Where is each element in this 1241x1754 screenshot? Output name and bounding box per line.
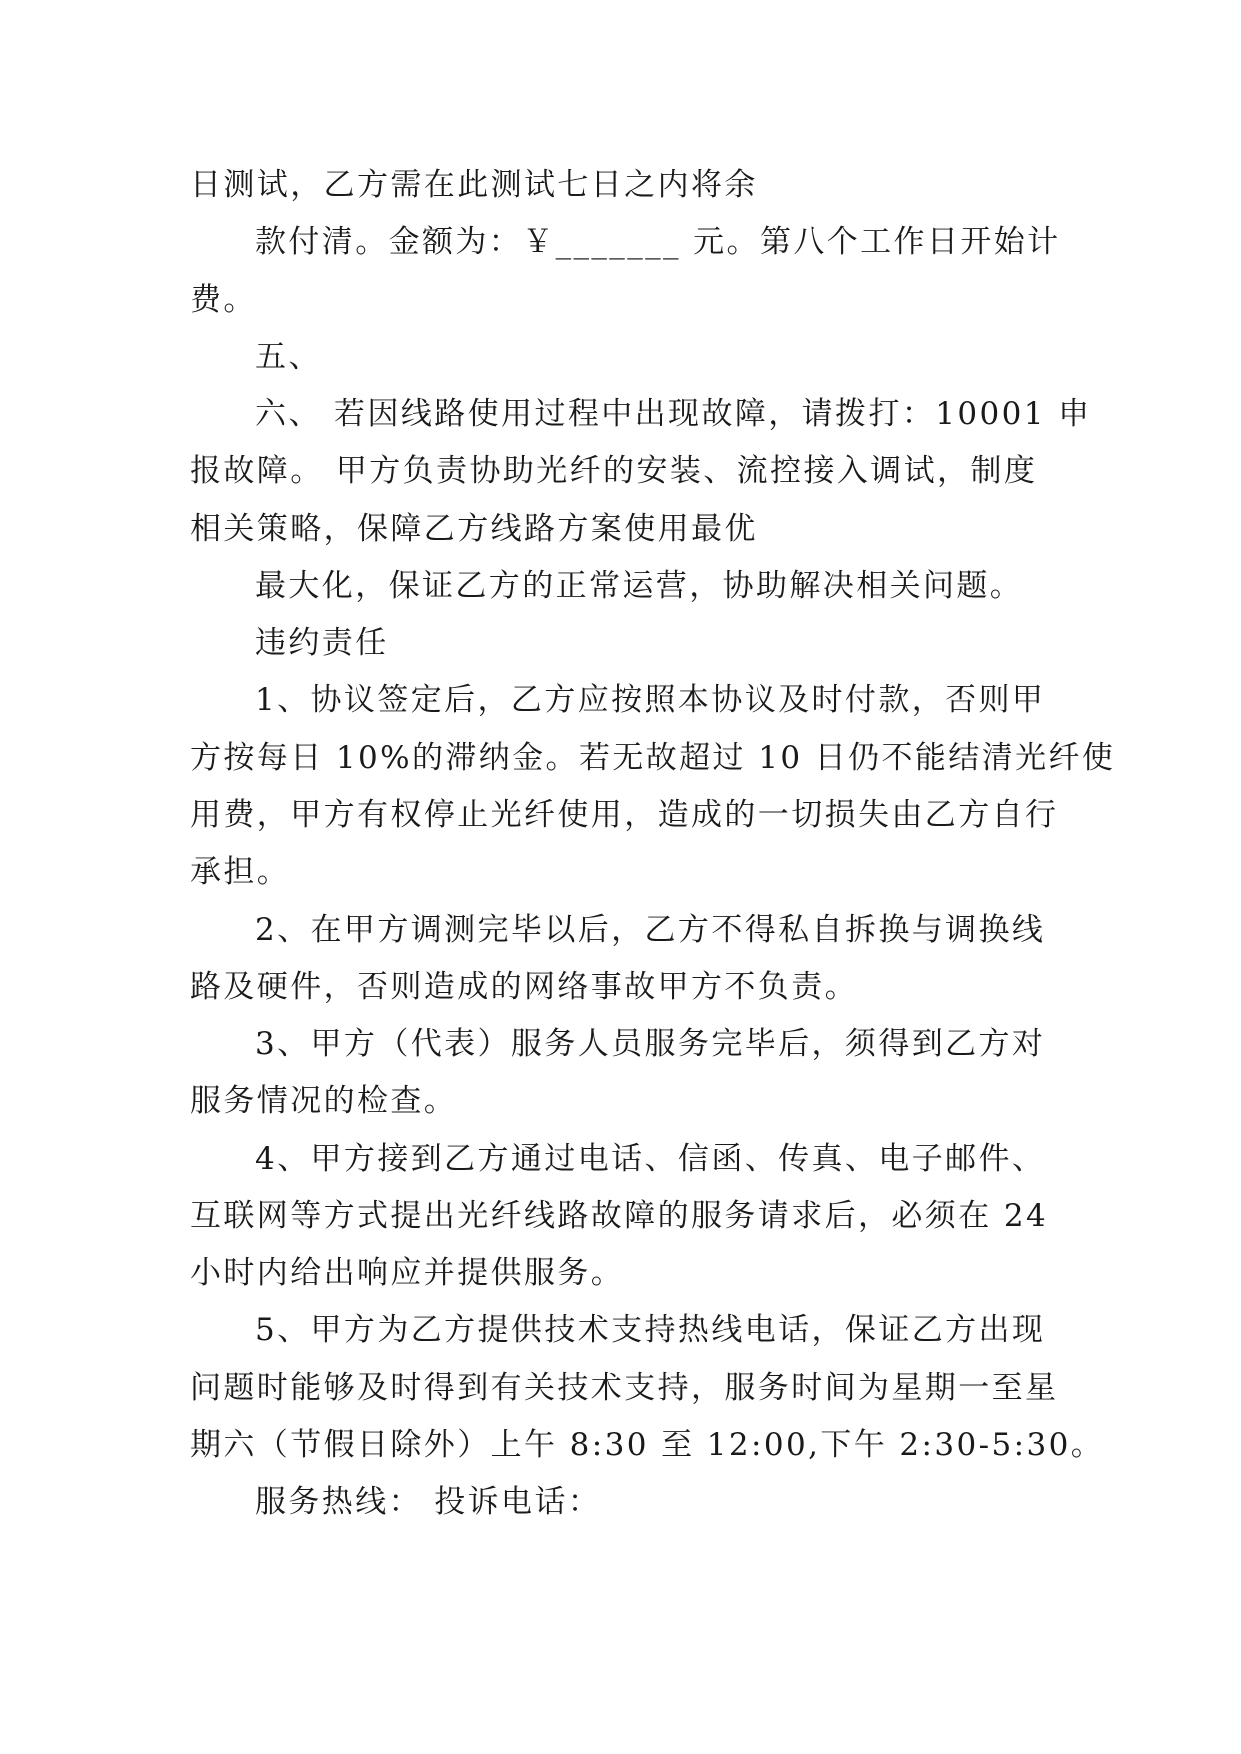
- text-line: 用费，甲方有权停止光纤使用，造成的一切损失由乙方自行: [190, 797, 1059, 833]
- text-line: 1、协议签定后，乙方应按照本协议及时付款，否则甲: [255, 682, 1046, 718]
- text-line: 方按每日 10%的滞纳金。若无故超过 10 日仍不能结清光纤使: [190, 740, 1116, 776]
- text-line: 4、甲方接到乙方通过电话、信函、传真、电子邮件、: [255, 1141, 1046, 1177]
- text-line: 承担。: [190, 854, 291, 890]
- text-line: 相关策略，保障乙方线路方案使用最优: [190, 511, 758, 547]
- text-line: 服务热线： 投诉电话：: [255, 1484, 602, 1520]
- text-line: 互联网等方式提出光纤线路故障的服务请求后，必须在 24: [190, 1198, 1049, 1234]
- text-line: 六、 若因线路使用过程中出现故障，请拨打：10001 申: [255, 396, 1092, 432]
- section-heading: 五、: [255, 339, 322, 375]
- text-line: 5、甲方为乙方提供技术支持热线电话，保证乙方出现: [255, 1312, 1046, 1348]
- text-line: 报故障。 甲方负责协助光纤的安装、流控接入调试，制度: [190, 453, 1038, 489]
- text-line: 服务情况的检查。: [190, 1083, 458, 1119]
- text-line: 最大化，保证乙方的正常运营，协助解决相关问题。: [255, 568, 1024, 604]
- text-line: 问题时能够及时得到有关技术支持，服务时间为星期一至星: [190, 1370, 1059, 1406]
- text-line: 期六（节假日除外）上午 8:30 至 12:00,下午 2:30-5:30。: [190, 1427, 1105, 1463]
- text-line: 3、甲方（代表）服务人员服务完毕后，须得到乙方对: [255, 1026, 1046, 1062]
- text-line: 款付清。金额为：￥_______ 元。第八个工作日开始计: [255, 224, 1061, 260]
- text-line: 日测试，乙方需在此测试七日之内将余: [190, 167, 758, 203]
- text-line: 小时内给出响应并提供服务。: [190, 1255, 625, 1291]
- text-line: 费。: [190, 282, 257, 318]
- text-line: 路及硬件，否则造成的网络事故甲方不负责。: [190, 969, 858, 1005]
- section-heading: 违约责任: [255, 625, 389, 661]
- text-line: 2、在甲方调测完毕以后，乙方不得私自拆换与调换线: [255, 912, 1046, 948]
